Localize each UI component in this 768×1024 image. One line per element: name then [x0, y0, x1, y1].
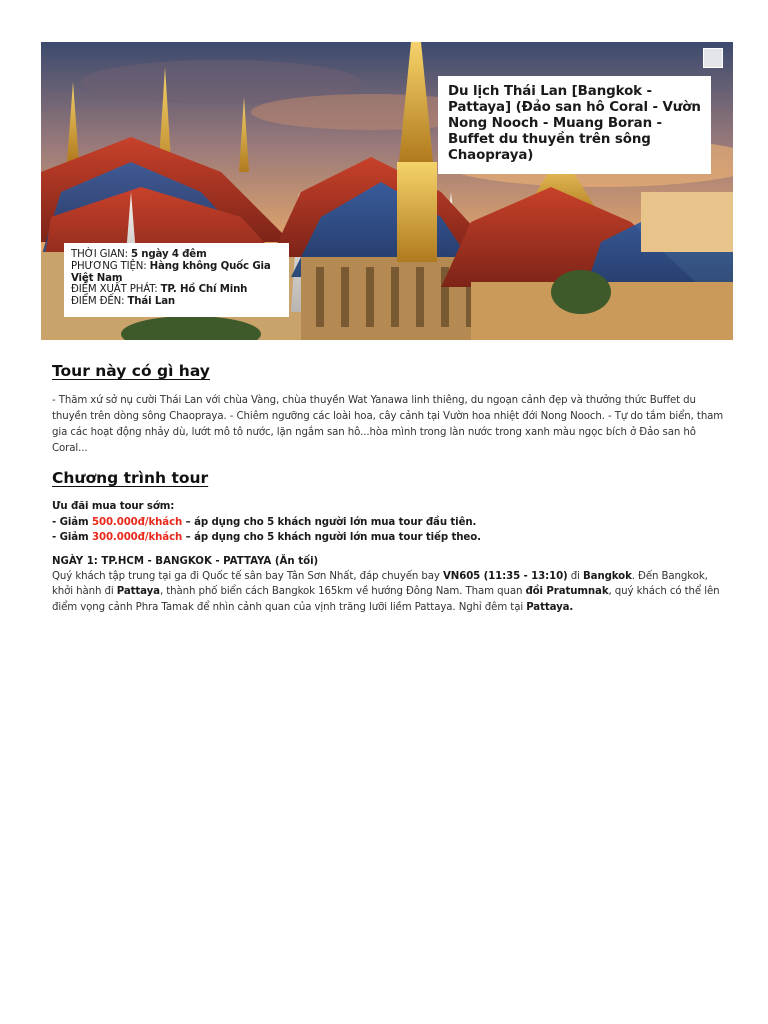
offer-2-amount: 300.000đ/khách	[91, 532, 183, 543]
day-1-title: NGÀY 1: TP.HCM - BANGKOK - PATTAYA (Ăn tối)	[52, 555, 319, 567]
info-destination-value: Thái Lan	[127, 296, 176, 308]
image-corner-marker	[703, 48, 723, 68]
day-1-text-5: , quý khách có thể lên điểm vọng cảnh Phra Tamak để nhìn cảnh quan của vịnh trăng lưỡi liềm Pattaya. Nghỉ đêm tại	[52, 586, 720, 614]
offer-1-suffix: – áp dụng cho 5 khách người lớn mua tour đầu tiên.	[182, 516, 477, 528]
info-destination	[71, 296, 283, 308]
highlights-text: - Thăm xứ sở nụ cười Thái Lan với chùa Vàng, chùa thuyền Wat Yanawa linh thiêng, du ngoạn cảnh đẹp và thưởng thức Buffet du thuyền trên dòng sông Chaopraya. - Chiêm ngưỡng các loài hoa, cây cảnh tại Vườn hoa nhiệt đới Nong Nooch. - Tự do tắm biển, tham gia các hoạt động nhảy dù, lướt mô tô nước, lặn ngắm san hô...hòa mình trong làn nước trong xanh màu ngọc bích ở Đảo san hô Coral...	[52, 395, 724, 454]
offer-2-suffix: – áp dụng cho 5 khách người lớn mua tour tiếp theo.	[182, 532, 481, 543]
day-1-text-4: , thành phố biển cách Bangkok 165km về hướng Đông Nam. Tham quan	[159, 586, 526, 598]
program-heading: Chương trình tour	[52, 469, 209, 487]
day-1-text-3: . Đến Bangkok, khởi hành đi	[52, 570, 708, 598]
day-1-text-2: đi	[567, 570, 583, 582]
info-departure-label: ĐIỂM XUẤT PHÁT:	[71, 284, 161, 296]
offer-line-1	[52, 515, 724, 531]
info-destination-label: ĐIỂM ĐẾN:	[71, 296, 128, 308]
info-duration-value: 5 ngày 4 đêm	[130, 249, 207, 260]
offer-title: Ưu đãi mua tour sớm:	[52, 501, 175, 512]
info-transport-value: Hàng không Quốc Gia Việt Nam	[71, 260, 271, 284]
offer-1-prefix: - Giảm	[52, 516, 92, 528]
tour-title: Du lịch Thái Lan [Bangkok - Pattaya] (Đảo san hô Coral - Vườn Nong Nooch - Muang Boran - Buffet du thuyền trên sông Chaopraya)	[448, 84, 701, 163]
offer-1-amount: 500.000đ/khách	[91, 516, 183, 528]
tour-info-box	[64, 243, 289, 317]
day-1-pattaya: Pattaya	[116, 586, 160, 598]
offer-2-prefix: - Giảm	[52, 532, 92, 543]
info-duration-label: THỜI GIAN:	[71, 249, 131, 260]
info-transport	[71, 261, 283, 285]
day-1-bangkok: Bangkok	[583, 570, 632, 582]
day-1-description	[52, 569, 724, 616]
day-1-pratumnak: đồi Pratumnak	[525, 586, 609, 598]
highlights-heading: Tour này có gì hay	[52, 362, 210, 380]
early-booking-offer	[52, 499, 724, 546]
info-transport-label: PHƯƠNG TIỆN:	[71, 260, 150, 272]
info-departure	[71, 284, 283, 296]
info-duration	[71, 249, 283, 261]
tour-title-box	[438, 76, 711, 174]
info-departure-value: TP. Hồ Chí Minh	[160, 284, 248, 296]
offer-line-2	[52, 530, 724, 546]
tour-content	[52, 362, 724, 616]
day-1-flight: VN605 (11:35 - 13:10)	[443, 570, 568, 582]
day-1-overnight: Pattaya.	[526, 602, 574, 614]
day-1-text-1: Quý khách tập trung tại ga đi Quốc tế sân bay Tân Sơn Nhất, đáp chuyến bay	[52, 570, 443, 582]
